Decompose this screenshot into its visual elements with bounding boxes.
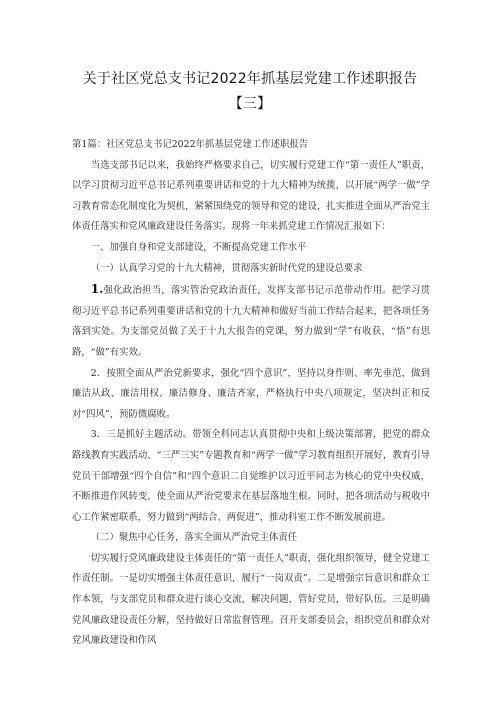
paragraph-item-3: 3．三是抓好主题活动。带领全科同志认真贯彻中央和上级决策部署，把党的群众路线教育实践活动、“三严三实”专题教育和“两学一做”学习教育组织开展好，教育引导党员干部增强“四个自信”和“四个意识二自觉维护以习近平同志为核心的党中央权威，不断推进作风转变，使全面从严治党要求在基层落地生根。同时，把各项活动与税收中心工作紧密联系，努力做到“两结合、两促进”，推动科室工作不断发展前进。: [72, 429, 430, 523]
heading-one: 一、加强自身和党支部建设，不断提高党建工作水平: [90, 241, 307, 253]
paragraph-item-1-text: 强化政治担当，落实管治党政治责任，发挥支部书记示范带动作用。把学习贯彻习近平总书记系列重要讲话和党的十九大精神和做好当前工作结合起来，把各项任务落到实处。为支部党员做了关于十九大报告的党课，努力做到“学”有收获，“悟”有思路，“做”有实效。: [72, 285, 430, 358]
section-heading: 第1篇：社区党总支书记2022年抓基层党建工作述职报告: [72, 139, 309, 150]
paragraph-intro: 当选支部书记以来，我始终严格要求自己，切实履行党建工作“第一责任人”职责，以学习贯彻习近平总书记系列重要讲话和党的十九大精神为统揽，以开展“两学一做”学习教育常态化制度化为契机，紧紧围绕党的领导和党的建设，扎实推进全面从严治党主体责任落实和党风廉政建设任务落实。现将一年来抓党建工作情况汇报如下：: [72, 159, 430, 233]
document-body: [72, 135, 430, 652]
item-number: 1.: [90, 282, 104, 297]
subheading-two: （二）聚焦中心任务，落实全面从严治党主体责任: [90, 532, 298, 544]
paragraph-item-2: 2．按照全面从严治党新要求，强化“四个意识”，坚持以身作则、率先垂范，做到廉洁从政、廉洁用权、廉洁修身、廉洁齐家，严格执行中央八项规定，坚决纠正和反对“四风”，预防微腐败。: [72, 367, 430, 420]
subheading-one: （一）认真学习党的十九大精神，贯彻落实新时代党的建设总要求: [90, 262, 363, 274]
paragraph-responsibility: 切实履行党风廉政建设主体责任的“第一责任人”职责，强化组织领导，健全党建工作责任制。一是切实增强主体责任意识，履行“一岗双责”。二是增强宗旨意识和群众工作本领，与支部党员和群众进行谈心交流，解决问题，管好党员，带好队伍。三是明确党风廉政建设责任分解，坚持做好日常监督管理。召开支部委员会，组织党员和群众对党风廉政建设和作风: [72, 552, 430, 647]
paragraph-item-1: [72, 279, 430, 363]
document-title: 关于社区党总支书记2022年抓基层党建工作述职报告【三】: [82, 71, 418, 112]
